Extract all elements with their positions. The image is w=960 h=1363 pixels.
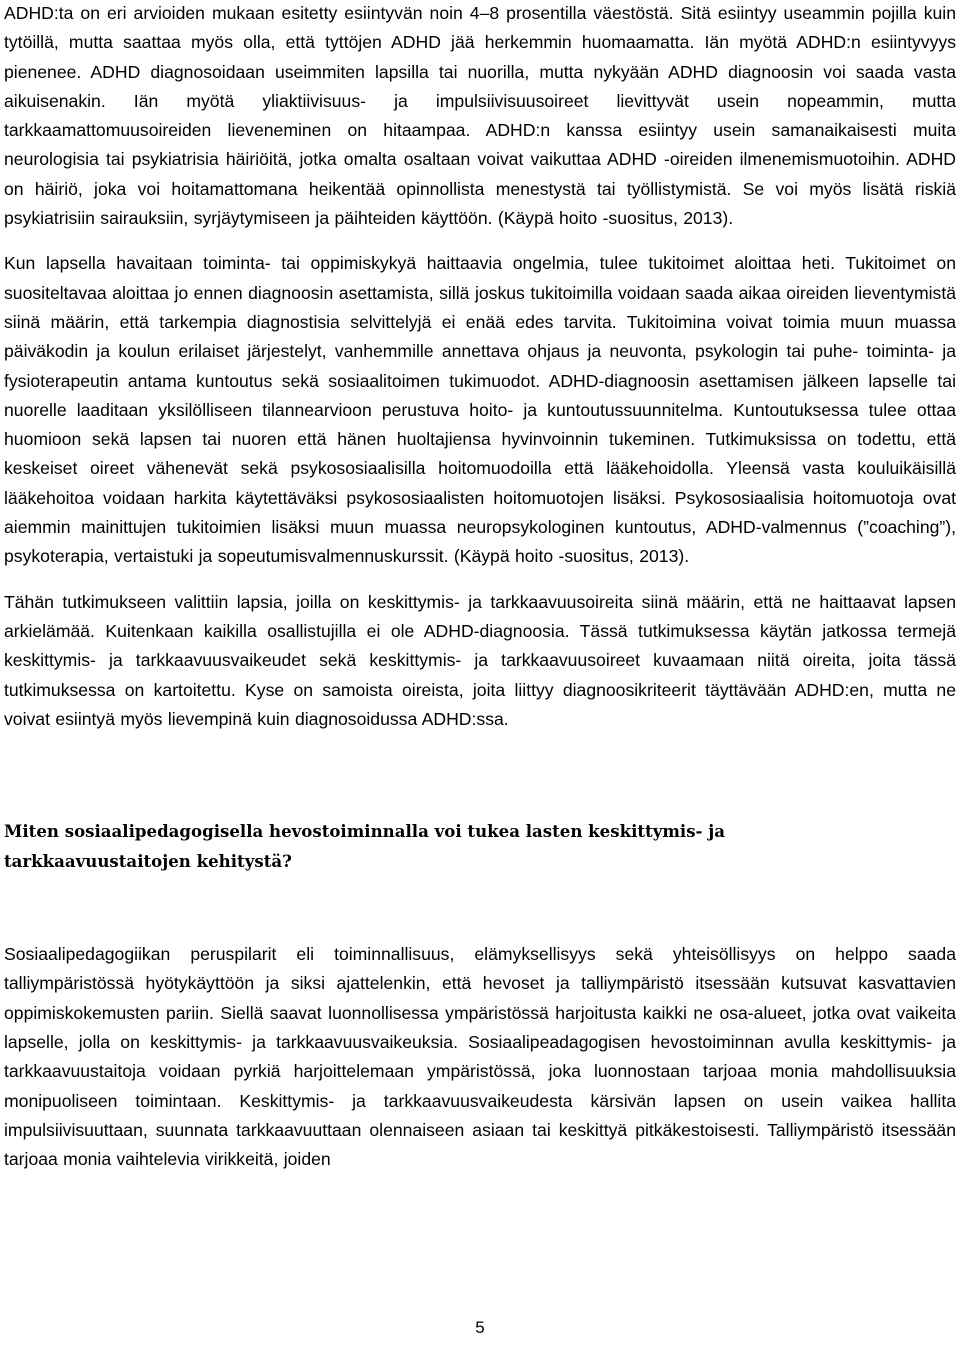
paragraph-support-measures: Kun lapsella havaitaan toiminta- tai oppimiskykyä haittaavia ongelmia, tulee tukitoimet aloittaa heti. Tukitoimet on suositeltavaa aloittaa jo ennen diagnoosin asettamista, sillä joskus tukitoimilla voidaan saada aikaa oireiden lieventymistä siinä määrin, että tarkempia diagnostisia selvittelyjä ei enää edes tarvita. Tukitoimina voivat toimia muun muassa päiväkodin ja koulun erilaiset järjestelyt, vanhemmille annettava ohjaus ja neuvonta, psykologin tai puhe- toiminta- ja fysioterapeutin antama kuntoutus sekä sosiaalitoimen tukimuodot. ADHD-diagnoosin asettamisen jälkeen lapselle tai nuorelle laaditaan yksilölliseen tilannearvioon perustuva hoito- ja kuntoutussuunnitelma. Kuntoutuksessa tulee ottaa huomioon sekä lapsen tai nuoren että hänen huoltajiensa hyvinvoinnin tukeminen. Tutkimuksissa on todettu, että keskeiset oireet vähenevät sekä psykososiaalisilla hoitomuodoilla että lääkehoidolla. Yleensä vasta kouluikäisillä lääkehoitoa voidaan harkita käytettäväksi psykososiaalisten hoitomuotojen lisäksi. Psykososiaalisia hoitomuotoja ovat aiemmin mainittujen tukitoimien lisäksi muun muassa neuropsykologinen kuntoutus, ADHD-valmennus (”coaching”), psykoterapia, vertaistuki ja sopeutumisvalmennuskurssit. (Käypä hoito -suositus, 2013). — [4, 253, 956, 567]
section-heading: Miten sosiaalipedagogisella hevostoiminnalla voi tukea lasten keskittymis- ja tarkkaavuustaitojen kehitystä? — [4, 821, 725, 872]
paragraph-study-participants: Tähän tutkimukseen valittiin lapsia, joilla on keskittymis- ja tarkkaavuusoireita siinä määrin, että ne haittaavat lapsen arkielämää. Kuitenkaan kaikilla osallistujilla ei ole ADHD-diagnoosia. Tässä tutkimuksessa käytän jatkossa termejä keskittymis- ja tarkkaavuusvaikeudet sekä keskittymis- ja tarkkaavuusoireet kuvaamaan niitä oireita, joita tässä tutkimuksessa on kartoitettu. Kyse on samoista oireista, joita liittyy diagnoosikriteerit täyttävään ADHD:en, mutta ne voivat esiintyä myös lievempinä kuin diagnosoidussa ADHD:ssa. — [4, 591, 956, 729]
paragraph-social-pedagogy: Sosiaalipedagogiikan peruspilarit eli toiminnallisuus, elämyksellisyys sekä yhteisöllisyys on helppo saada talliympäristössä hyötykäyttöön ja siksi ajattelenkin, että hevoset ja talliympäristö itsessään kutsuvat kasvattavien oppimiskokemusten pariin. Siellä saavat luonnollisessa ympäristössä harjoitusta kaikki ne osa-alueet, jotka ovat vaikeita lapselle, jolla on keskittymis- ja tarkkaavuusvaikeuksia. Sosiaalipeadagogisen hevostoiminnan avulla keskittymis- ja tarkkaavuustaitoja voidaan pyrkiä harjoittelemaan ympäristössä, joka luonnostaan tarjoaa monia mahdollisuuksia monipuoliseen toimintaan. Keskittymis- ja tarkkaavuusvaikeudesta kärsivän lapsen on usein vaikea hallita impulsiivisuuttaan, suunnata tarkkaavuuttaan olennaiseen asiaan tai keskittyä pitkäkestoisesti. Talliympäristö itsessään tarjoaa monia vaihtelevia virikkeitä, joiden — [4, 944, 956, 1170]
document-body — [4, 0, 956, 1175]
paragraph-adhd-prevalence: ADHD:ta on eri arvioiden mukaan esitetty esiintyvän noin 4–8 prosentilla väestöstä. Sitä esiintyy useammin pojilla kuin tytöillä, mutta saattaa myös olla, että tyttöjen ADHD jää herkemmin huomaamatta. Iän myötä ADHD:n esiintyvyys pienenee. ADHD diagnosoidaan useimmiten lapsilla tai nuorilla, mutta nykyään ADHD diagnoosin voi saada vasta aikuisenakin. Iän myötä yliaktiivisuus- ja impulsiivisuusoireet lievittyvät usein nopeammin, mutta tarkkaamattomuusoireiden lieveneminen on hitaampaa. ADHD:n kanssa esiintyy usein samanaikaisesti muita neurologisia tai psykiatrisia häiriöitä, jotka omalta osaltaan voivat vaikuttaa ADHD -oireiden ilmenemismuotoihin. ADHD on häiriö, joka voi hoitamattomana heikentää opinnollista menestystä tai työllistymistä. Se voi myös lisätä riskiä psykiatrisiin sairauksiin, syrjäytymiseen ja päihteiden käyttöön. (Käypä hoito -suositus, 2013). — [4, 3, 956, 229]
page-number: 5 — [475, 1318, 485, 1337]
